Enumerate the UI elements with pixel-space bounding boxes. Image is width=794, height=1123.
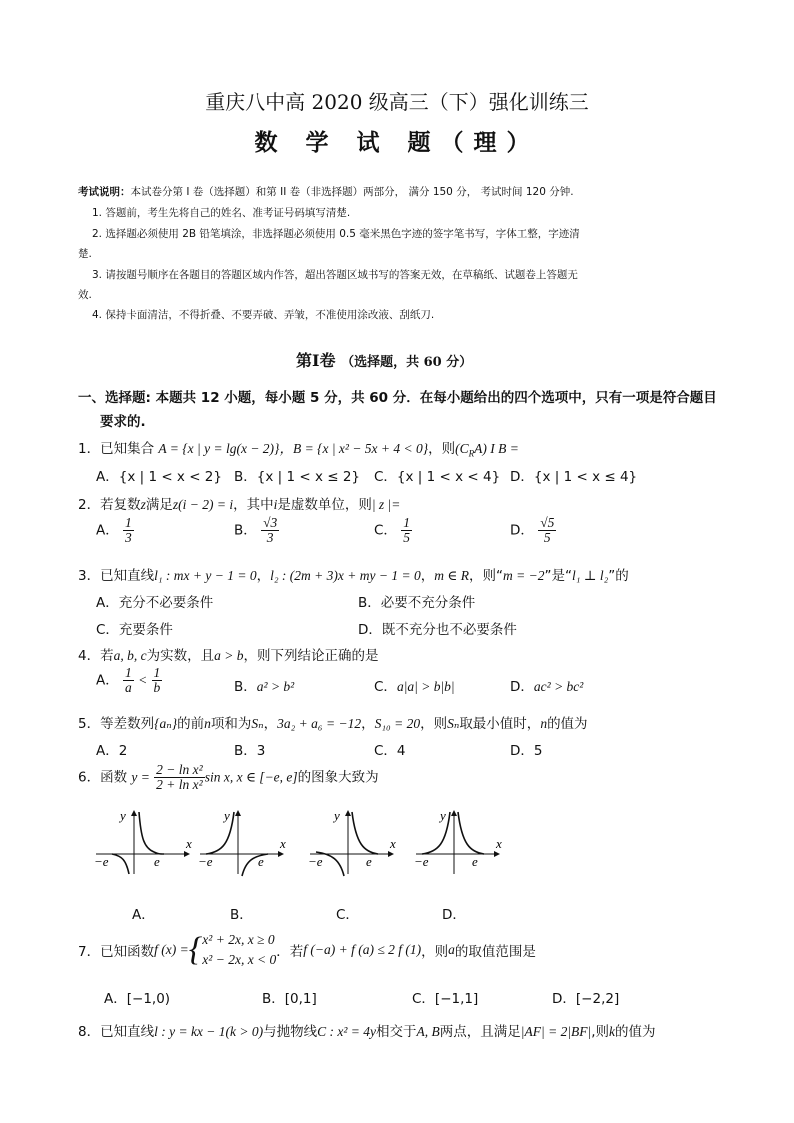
fraction-numerator: √3 xyxy=(263,515,278,530)
math-expr: A) I B = xyxy=(474,441,519,456)
stem-text: ，则 xyxy=(421,944,449,961)
x-arrow xyxy=(184,851,190,857)
fraction-numerator: 1 xyxy=(403,515,410,530)
math-expr: (C xyxy=(455,441,469,456)
q7-option-d[interactable]: D．[−2,2] xyxy=(552,991,620,1007)
math-expr: l₁ : mx + y − 1 = 0 xyxy=(154,568,257,583)
q7-option-b[interactable]: B．[0,1] xyxy=(262,991,317,1007)
stem-text: ， xyxy=(263,716,278,732)
q4-option-b[interactable] xyxy=(234,675,294,695)
fraction xyxy=(123,666,134,695)
q5-option-a[interactable]: A．2 xyxy=(96,743,128,759)
fraction-numerator: 1 xyxy=(125,515,132,530)
note-item-2-cont: 楚. xyxy=(78,248,92,260)
math-expr: l : y = kx − 1(k > 0) xyxy=(154,1024,264,1039)
left-brace: { xyxy=(188,931,203,969)
q3-option-c[interactable]: C．充要条件 xyxy=(96,622,173,638)
section-instruction-cont: 要求的. xyxy=(100,414,146,430)
math-expr: sin x, x ∈ [−e, e] xyxy=(204,769,298,785)
question-3-stem xyxy=(78,564,629,584)
stem-text: ，则下列结论正确的是 xyxy=(243,648,379,664)
stem-text: 已知直线 xyxy=(100,568,155,584)
tick-e: e xyxy=(154,854,160,869)
question-number: 7． xyxy=(78,944,101,961)
math-expr: |AF| = 2|BF| xyxy=(520,1024,592,1039)
q6-option-b[interactable]: B． xyxy=(230,907,253,923)
stem-text: ,则 xyxy=(591,1024,610,1040)
note-item-4: 4. 保持卡面清洁，不得折叠、不要弄破、弄皱，不准使用涂改液、刮纸刀. xyxy=(92,309,435,321)
stem-text: ”是“ xyxy=(544,568,572,584)
q6-graph-c[interactable] xyxy=(306,808,406,878)
fraction-denominator: 2 + ln x² xyxy=(156,777,203,793)
tick-neg-e: −e xyxy=(414,854,429,869)
notes-heading: 考试说明： xyxy=(78,186,131,198)
stem-text: ，则 xyxy=(428,441,456,457)
fraction-numerator: 1 xyxy=(125,665,132,680)
math-expr: z xyxy=(140,497,146,512)
math-expr: f (x) = xyxy=(154,942,189,958)
piecewise-case: x² − 2x, x < 0 xyxy=(202,952,277,968)
q3-option-d[interactable]: D．既不充分也不必要条件 xyxy=(358,622,517,638)
math-expr: l₂ : (2m + 3)x + my − 1 = 0 xyxy=(270,568,421,583)
q7-option-a[interactable]: A．[−1,0) xyxy=(104,991,171,1007)
question-1-stem xyxy=(78,437,519,459)
notes-intro: 本试卷分第 I 卷（选择题）和第 II 卷（非选择题）两部分， 满分 150 分， 考试时间 120 分钟. xyxy=(130,186,574,198)
stem-text: 已知直线 xyxy=(100,1024,155,1040)
math-expr: m ∈ R xyxy=(434,568,469,583)
math-subscript: R xyxy=(468,448,475,459)
math-expr: a xyxy=(448,942,455,958)
piecewise-cases xyxy=(202,930,276,971)
x-arrow xyxy=(494,851,500,857)
q5-option-d[interactable]: D．5 xyxy=(510,743,543,759)
notes-intro-line xyxy=(78,184,574,199)
question-number: 8． xyxy=(78,1024,101,1040)
tick-neg-e: −e xyxy=(94,854,109,869)
question-number: 6． xyxy=(78,769,101,786)
stem-text: 若复数 xyxy=(100,497,141,513)
math-expr: A, B xyxy=(416,1024,440,1039)
q6-graph-d[interactable] xyxy=(412,808,512,878)
q2-option-a[interactable] xyxy=(96,516,134,545)
fraction xyxy=(401,516,412,545)
stem-text: 相交于 xyxy=(376,1024,417,1040)
axis-label-x: x xyxy=(390,836,396,851)
q6-graph-a[interactable] xyxy=(92,808,192,878)
stem-text: 的取值范围是 xyxy=(454,944,536,961)
math-expr: Sₙ xyxy=(251,716,264,731)
math-expr: a > b xyxy=(214,648,244,663)
axis-label-y: y xyxy=(120,808,126,823)
tick-e: e xyxy=(258,854,264,869)
math-expr: {aₙ} xyxy=(154,716,178,731)
option-label: C． xyxy=(374,522,397,539)
math-expr: n xyxy=(540,716,548,731)
q2-option-c[interactable] xyxy=(374,516,412,545)
stem-text: ， xyxy=(420,568,435,584)
note-item-2: 2. 选择题必须使用 2B 铅笔填涂，非选择题必须使用 0.5 毫米黑色字迹的签字笔书写，字体工整，字迹清 xyxy=(92,228,580,240)
math-expr: ，B = {x | x² − 5x + 4 < 0} xyxy=(279,441,429,456)
tick-neg-e: −e xyxy=(308,854,323,869)
q4-option-a[interactable] xyxy=(96,666,162,695)
option-label: D． xyxy=(510,522,534,539)
curve-left xyxy=(206,812,234,854)
stem-text: 与抛物线 xyxy=(263,1024,318,1040)
fraction xyxy=(152,666,163,695)
tick-e: e xyxy=(366,854,372,869)
fraction-denominator: a xyxy=(125,680,132,696)
section-instruction: 一、选择题: 本题共 12 小题，每小题 5 分，共 60 分．在每小题给出的四个选项中，只有一项是符合题目 xyxy=(78,390,717,406)
fraction xyxy=(123,516,134,545)
fraction-denominator: 5 xyxy=(543,530,551,546)
stem-text: 已知集合 xyxy=(100,441,159,457)
exam-subtitle: 数 学 试 题（理） xyxy=(254,129,540,156)
option-label: A． xyxy=(96,522,119,539)
curve-right xyxy=(352,812,378,854)
curve-right xyxy=(242,854,268,876)
question-7-stem xyxy=(78,930,536,971)
math-expr: a² > b² xyxy=(256,679,295,694)
stem-text: 项和为 xyxy=(210,716,252,732)
axis-label-x: x xyxy=(186,836,192,851)
q7-option-c[interactable]: C．[−1,1] xyxy=(412,991,479,1007)
q6-option-c[interactable]: C． xyxy=(336,907,359,923)
math-expr: n xyxy=(204,716,211,731)
question-4-stem xyxy=(78,644,378,664)
curve-right xyxy=(139,812,164,854)
stem-text: 函数 xyxy=(100,769,128,786)
math-expr: z(i − 2) = i xyxy=(172,497,234,512)
section-subtitle: （选择题，共 60 分） xyxy=(341,355,473,370)
section-heading xyxy=(296,348,472,371)
stem-text: ， xyxy=(361,716,375,732)
question-number: 5． xyxy=(78,716,101,732)
question-6-stem xyxy=(78,763,379,792)
option-label: D． xyxy=(510,679,534,695)
exam-title: 重庆八中高 2020 级高三（下）强化训练三 xyxy=(205,90,589,114)
curve-right xyxy=(458,812,484,854)
fraction-denominator: b xyxy=(153,680,161,696)
math-expr: i xyxy=(273,497,278,512)
math-expr: a|a| > b|b| xyxy=(396,679,455,694)
q6-option-d[interactable]: D． xyxy=(442,907,466,923)
question-5-stem xyxy=(78,712,588,732)
stem-text: 是虚数单位，则 xyxy=(277,497,372,513)
stem-text: ．若 xyxy=(276,944,304,961)
option-label: B． xyxy=(234,679,257,695)
stem-text: ，则 xyxy=(420,716,448,732)
fraction xyxy=(154,763,205,792)
stem-text: 的图象大致为 xyxy=(297,769,379,786)
stem-text: ，则“ xyxy=(468,568,503,584)
q3-option-b[interactable]: B．必要不充分条件 xyxy=(358,595,476,611)
axis-label-y: y xyxy=(334,808,340,823)
q1-option-c[interactable]: C．{x | 1 < x < 4} xyxy=(374,469,501,485)
stem-text: 若 xyxy=(100,648,114,664)
q5-option-b[interactable]: B．3 xyxy=(234,743,266,759)
math-expr: 3a₂ + a₆ = −12 xyxy=(277,716,362,731)
fraction-denominator: 3 xyxy=(266,530,274,546)
fraction-numerator: 1 xyxy=(153,665,161,680)
stem-text: 满足 xyxy=(145,497,173,513)
q6-option-a[interactable]: A． xyxy=(132,907,155,923)
fraction-denominator: 3 xyxy=(125,530,132,546)
math-expr: f (−a) + f (a) ≤ 2 f (1) xyxy=(303,942,422,958)
q1-option-b[interactable]: B．{x | 1 < x ≤ 2} xyxy=(234,469,361,485)
note-item-3: 3. 请按题号顺序在各题目的答题区域内作答，超出答题区域书写的答案无效，在草稿纸、试题卷上答题无 xyxy=(92,269,578,281)
math-expr: | z |= xyxy=(371,497,401,512)
tick-neg-e: −e xyxy=(198,854,213,869)
stem-text: 的前 xyxy=(177,716,205,732)
note-item-1: 1. 答题前，考生先将自己的姓名、准考证号码填写清楚. xyxy=(92,207,351,219)
y-arrow xyxy=(235,810,241,816)
question-number: 2． xyxy=(78,497,101,513)
stem-text: 两点，且满足 xyxy=(439,1024,521,1040)
fraction-numerator: √5 xyxy=(540,515,555,530)
stem-text: ”的 xyxy=(608,568,629,584)
question-8-stem xyxy=(78,1020,656,1040)
axis-label-y: y xyxy=(440,808,446,823)
fraction xyxy=(261,516,279,545)
stem-text: ，其中 xyxy=(233,497,274,513)
section-title: 第Ⅰ卷 xyxy=(296,351,336,370)
curve-left xyxy=(422,812,450,854)
y-arrow xyxy=(131,810,137,816)
stem-text: 的值为 xyxy=(547,716,588,732)
q5-option-c[interactable]: C．4 xyxy=(374,743,406,759)
question-number: 4． xyxy=(78,648,101,664)
y-arrow xyxy=(451,810,457,816)
y-arrow xyxy=(345,810,351,816)
math-operator: < xyxy=(138,672,148,688)
question-number: 3． xyxy=(78,568,101,584)
fraction-numerator: 2 − ln x² xyxy=(156,762,203,777)
option-label: B． xyxy=(234,522,257,539)
fraction xyxy=(538,516,556,545)
stem-text: 为实数，且 xyxy=(146,648,215,664)
math-expr: C : x² = 4y xyxy=(317,1024,377,1039)
axis-label-x: x xyxy=(496,836,502,851)
tick-e: e xyxy=(472,854,478,869)
note-item-3-cont: 效. xyxy=(78,289,92,301)
math-expr: m = −2 xyxy=(502,568,545,583)
q3-option-a[interactable]: A．充分不必要条件 xyxy=(96,595,214,611)
stem-text: 等差数列 xyxy=(100,716,155,732)
math-expr: Sₙ xyxy=(447,716,460,731)
math-expr: l₁ ⊥ l₂ xyxy=(571,568,609,583)
q4-option-c[interactable] xyxy=(374,675,455,695)
option-label: A． xyxy=(96,672,119,689)
question-number: 1． xyxy=(78,441,101,457)
q2-option-b[interactable] xyxy=(234,516,279,545)
math-expr: a, b, c xyxy=(113,648,147,663)
q4-option-d[interactable] xyxy=(510,675,583,695)
x-arrow xyxy=(388,851,394,857)
math-expr: k xyxy=(609,1024,616,1039)
q1-option-d[interactable]: D．{x | 1 < x ≤ 4} xyxy=(510,469,638,485)
stem-text: 的值为 xyxy=(615,1024,656,1040)
x-arrow xyxy=(278,851,284,857)
q6-graph-b[interactable] xyxy=(196,808,296,878)
stem-text: ， xyxy=(256,568,271,584)
math-expr: A = {x | y = lg(x − 2)} xyxy=(158,441,280,456)
axis-label-y: y xyxy=(224,808,230,823)
fraction-denominator: 5 xyxy=(403,530,410,546)
axis-label-x: x xyxy=(280,836,286,851)
option-label: C． xyxy=(374,679,397,695)
stem-text: 取最小值时， xyxy=(459,716,541,732)
stem-text: 已知函数 xyxy=(100,944,155,961)
piecewise-case: x² + 2x, x ≥ 0 xyxy=(202,932,275,947)
curve-left xyxy=(112,854,129,874)
math-expr: y = xyxy=(131,769,150,785)
math-expr: S₁₀ = 20 xyxy=(374,716,421,731)
q1-option-a[interactable]: A．{x | 1 < x < 2} xyxy=(96,469,222,485)
math-expr: ac² > bc² xyxy=(533,679,584,694)
q2-option-d[interactable] xyxy=(510,516,556,545)
question-2-stem xyxy=(78,493,400,513)
